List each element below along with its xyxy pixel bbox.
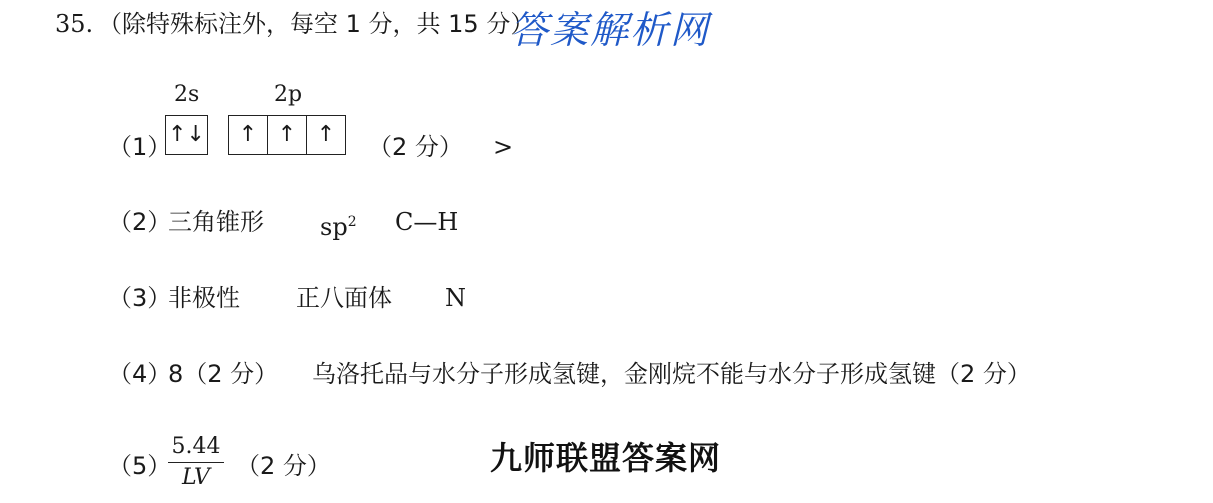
- scoring-note: （除特殊标注外，每空 1 分，共 15 分）: [98, 10, 535, 38]
- orbital-label-2s: 2s: [174, 82, 200, 107]
- item-3-geometry: 正八面体: [296, 284, 392, 312]
- item-2-hybrid: [320, 208, 357, 241]
- item-1-score: （2 分）: [368, 133, 463, 161]
- item-3-polarity: 非极性: [168, 284, 240, 312]
- item-1-label: （1）: [108, 133, 172, 161]
- item-2-label: （2）: [108, 208, 172, 236]
- item-2-bond: C—H: [395, 208, 459, 236]
- item-2-hybrid-sup: 2: [347, 214, 357, 230]
- item-4-explanation: 乌洛托品与水分子形成氢键，金刚烷不能与水分子形成氢键（2 分）: [312, 360, 1031, 388]
- item-4-label: （4）: [108, 360, 172, 388]
- watermark-top: 答案解析网: [510, 8, 711, 52]
- orbital-2p-cell-3: ↑: [306, 116, 345, 154]
- orbital-2s-cell: ↑↓: [168, 122, 205, 147]
- item-2-hybrid-base: sp: [320, 213, 348, 241]
- watermark-bottom: 九师联盟答案网: [490, 439, 722, 477]
- orbital-2s-box: [165, 115, 208, 155]
- fraction-bar: [168, 462, 224, 463]
- fraction-numerator: 5.44: [171, 434, 221, 459]
- item-5-fraction: [168, 434, 224, 491]
- orbital-label-2p: 2p: [274, 82, 303, 107]
- item-3-label: （3）: [108, 284, 172, 312]
- item-5-score: （2 分）: [236, 452, 331, 480]
- fraction-denominator: LV: [182, 465, 210, 490]
- item-1-answer: >: [493, 133, 514, 161]
- orbital-2p-cell-1: ↑: [238, 122, 258, 147]
- question-number: 35.: [55, 10, 94, 38]
- item-2-shape: 三角锥形: [168, 208, 264, 236]
- orbital-2p-box: [228, 115, 346, 155]
- orbital-2p-cell-2: ↑: [267, 116, 306, 154]
- item-3-element: N: [445, 284, 466, 312]
- item-4-count: 8（2 分）: [168, 360, 279, 388]
- item-5-label: （5）: [108, 452, 172, 480]
